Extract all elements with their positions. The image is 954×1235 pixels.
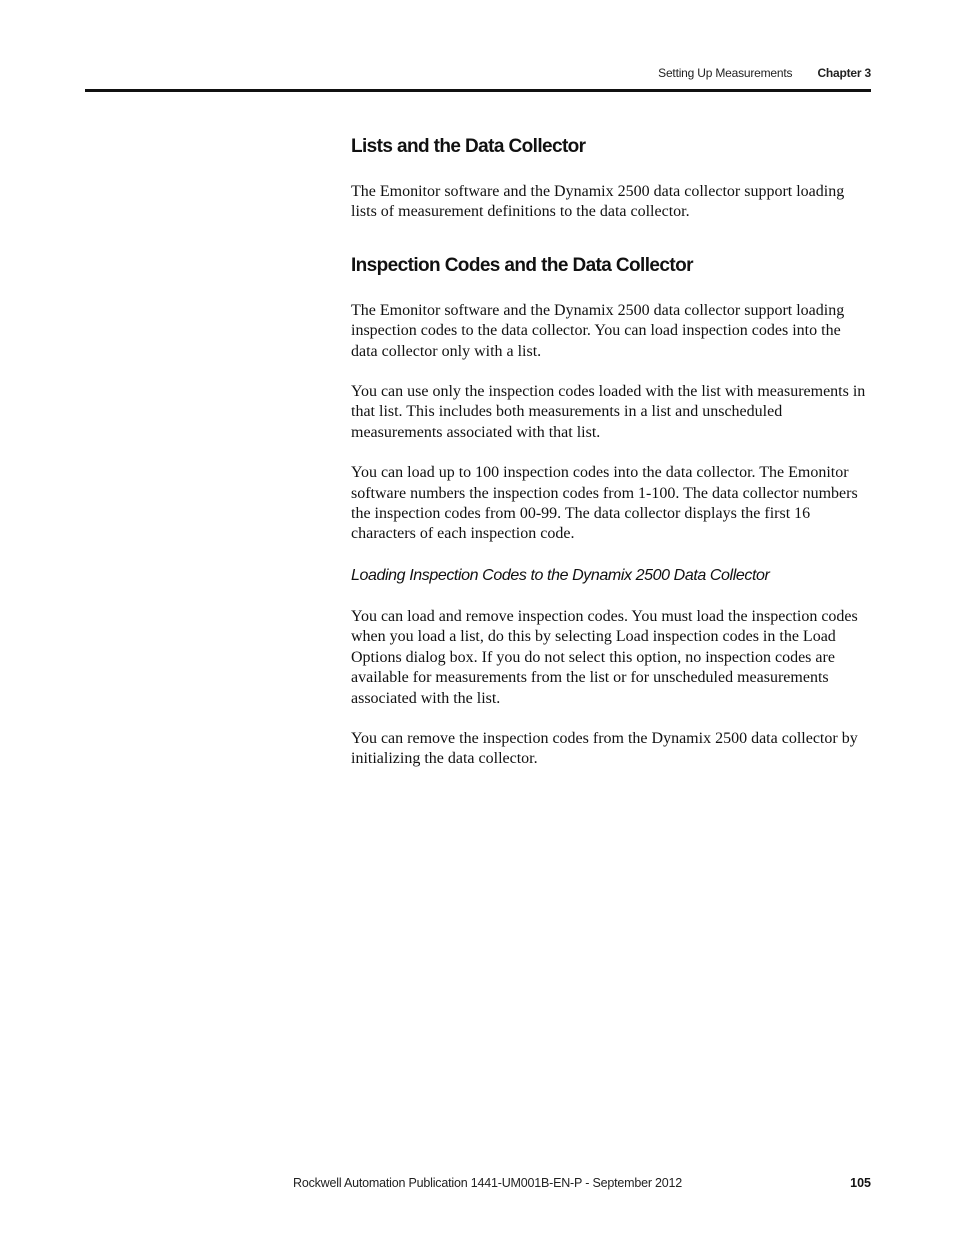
subheading-loading-inspection-codes: Loading Inspection Codes to the Dynamix 2500 Data Collector — [351, 566, 770, 584]
header-chapter-label: Chapter 3 — [817, 66, 871, 80]
running-header — [658, 66, 871, 80]
heading-inspection-codes: Inspection Codes and the Data Collector — [351, 254, 693, 276]
header-section-title: Setting Up Measurements — [658, 66, 793, 80]
heading-lists: Lists and the Data Collector — [351, 136, 586, 157]
footer-publication: Rockwell Automation Publication 1441-UM001B-EN-P - September 2012 — [293, 1176, 683, 1190]
header-rule — [85, 89, 871, 92]
footer-page-number: 105 — [850, 1176, 871, 1190]
page-content — [351, 134, 871, 770]
paragraph-lists-1: The Emonitor software and the Dynamix 2500 data collector support loading lists of measurement definitions to the data collector. — [351, 183, 845, 221]
paragraph-inspection-5: You can remove the inspection codes from the Dynamix 2500 data collector by initializing the data collector. — [351, 729, 858, 768]
paragraph-inspection-3: You can load up to 100 inspection codes into the data collector. The Emonitor software numbers the inspection codes from 1-100. The data collector numbers the inspection codes from 00-99. The data collector displays the first 16 characters of each inspection code. — [351, 464, 858, 543]
paragraph-inspection-4: You can load and remove inspection codes. You must load the inspection codes when you load a list, do this by selecting Load inspection codes in the Load Options dialog box. If you do not select this option, no inspection codes are available for measurements from the list or for unscheduled measurements associated with the list. — [351, 607, 858, 707]
paragraph-inspection-2: You can use only the inspection codes loaded with the list with measurements in that list. This includes both measurements in a list and unscheduled measurements associated with that list. — [351, 383, 866, 441]
paragraph-inspection-1: The Emonitor software and the Dynamix 2500 data collector support loading inspection codes to the data collector. You can load inspection codes into the data collector only with a list. — [351, 301, 845, 360]
